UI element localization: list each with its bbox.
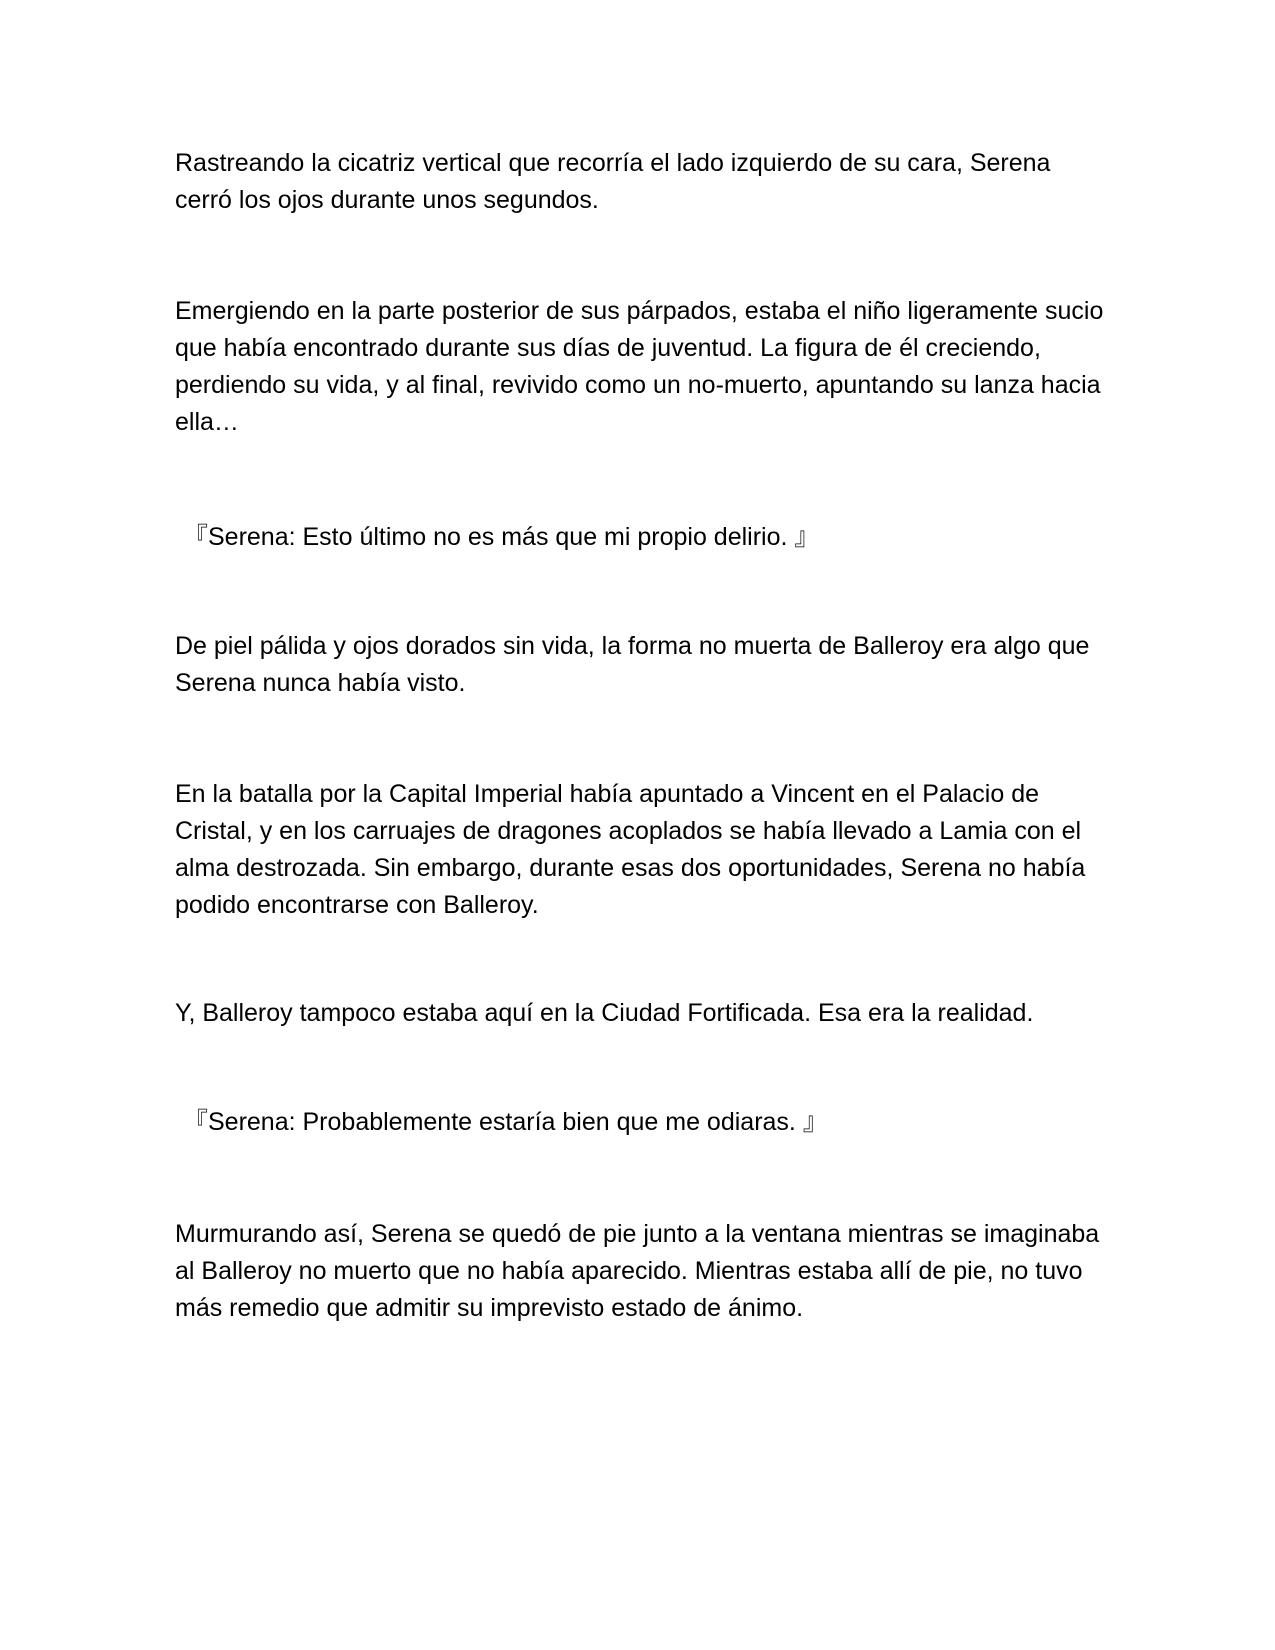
dialogue-line: 『Serena: Esto último no es más que mi propio delirio. 』 xyxy=(183,523,820,551)
narration-paragraph: De piel pálida y ojos dorados sin vida, la forma no muerta de Balleroy era algo que Serena nunca había visto. xyxy=(175,632,1090,697)
narration-paragraph: Murmurando así, Serena se quedó de pie junto a la ventana mientras se imaginaba al Balleroy no muerto que no había aparecido. Mientras estaba allí de pie, no tuvo más remedio que admitir su imprevisto estado de ánimo. xyxy=(175,1220,1100,1322)
narration-paragraph: Emergiendo en la parte posterior de sus párpados, estaba el niño ligeramente sucio que había encontrado durante sus días de juventud. La figura de él creciendo, perdiendo su vida, y al final, revivido como un no-muerto, apuntando su lanza hacia ella… xyxy=(175,297,1104,436)
narration-paragraph: En la batalla por la Capital Imperial había apuntado a Vincent en el Palacio de Cristal, y en los carruajes de dragones acoplados se había llevado a Lamia con el alma destrozada. Sin embargo, durante esas dos oportunidades, Serena no había podido encontrarse con Balleroy. xyxy=(175,780,1086,919)
narration-paragraph: Rastreando la cicatriz vertical que recorría el lado izquierdo de su cara, Serena cerró los ojos durante unos segundos. xyxy=(175,149,1051,214)
narration-paragraph: Y, Balleroy tampoco estaba aquí en la Ciudad Fortificada. Esa era la realidad. xyxy=(175,999,1034,1027)
dialogue-line: 『Serena: Probablemente estaría bien que me odiaras. 』 xyxy=(183,1108,828,1136)
